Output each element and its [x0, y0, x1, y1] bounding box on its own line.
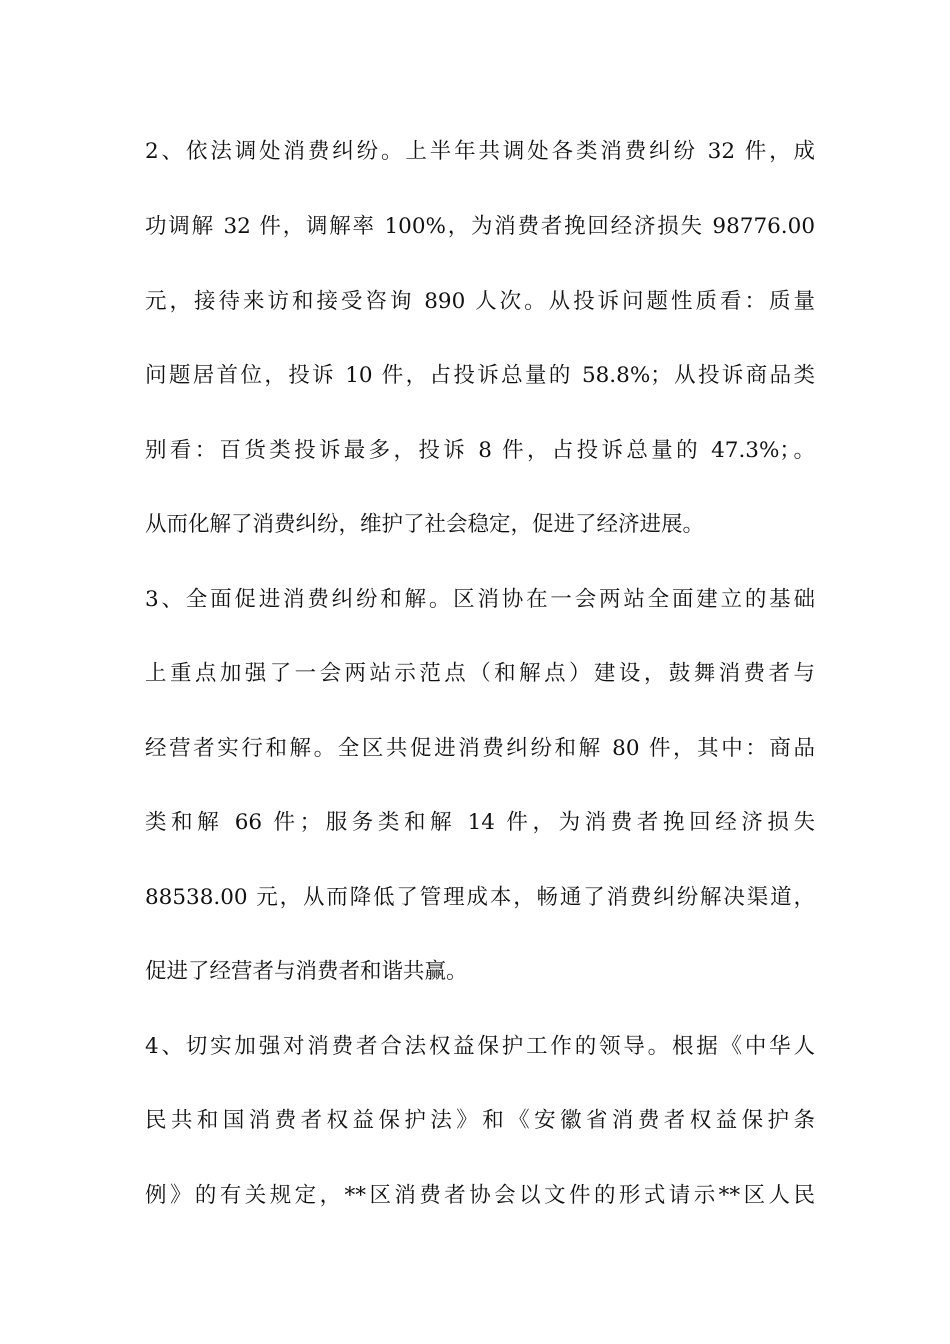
text-line-6: 从而化解了消费纠纷，维护了社会稳定，促进了经济进展。 — [145, 512, 705, 537]
text-line-8: 上重点加强了一会两站示范点（和解点）建设，鼓舞消费者与 — [145, 661, 815, 686]
text-line-15: 例》的有关规定，**区消费者协会以文件的形式请示**区人民 — [145, 1183, 815, 1208]
text-line-2: 功调解 32 件，调解率 100%，为消费者挽回经济损失 98776.00 — [145, 214, 815, 239]
text-line-3: 元，接待来访和接受咨询 890 人次。从投诉问题性质看：质量 — [145, 289, 815, 314]
text-line-12: 促进了经营者与消费者和谐共赢。 — [145, 959, 468, 984]
text-line-11: 88538.00 元，从而降低了管理成本，畅通了消费纠纷解决渠道， — [145, 885, 815, 910]
text-line-4: 问题居首位，投诉 10 件，占投诉总量的 58.8%；从投诉商品类 — [145, 363, 815, 388]
text-line-5: 别看：百货类投诉最多，投诉 8 件，占投诉总量的 47.3%；。 — [145, 438, 815, 463]
text-line-14: 民共和国消费者权益保护法》和《安徽省消费者权益保护条 — [145, 1108, 815, 1133]
text-line-7: 3、全面促进消费纠纷和解。区消协在一会两站全面建立的基础 — [145, 587, 815, 612]
text-line-10: 类和解 66 件；服务类和解 14 件，为消费者挽回经济损失 — [145, 810, 815, 835]
text-line-13: 4、切实加强对消费者合法权益保护工作的领导。根据《中华人 — [145, 1034, 815, 1059]
text-line-1: 2、依法调处消费纠纷。上半年共调处各类消费纠纷 32 件，成 — [145, 139, 815, 164]
text-line-9: 经营者实行和解。全区共促进消费纠纷和解 80 件，其中：商品 — [145, 736, 815, 761]
